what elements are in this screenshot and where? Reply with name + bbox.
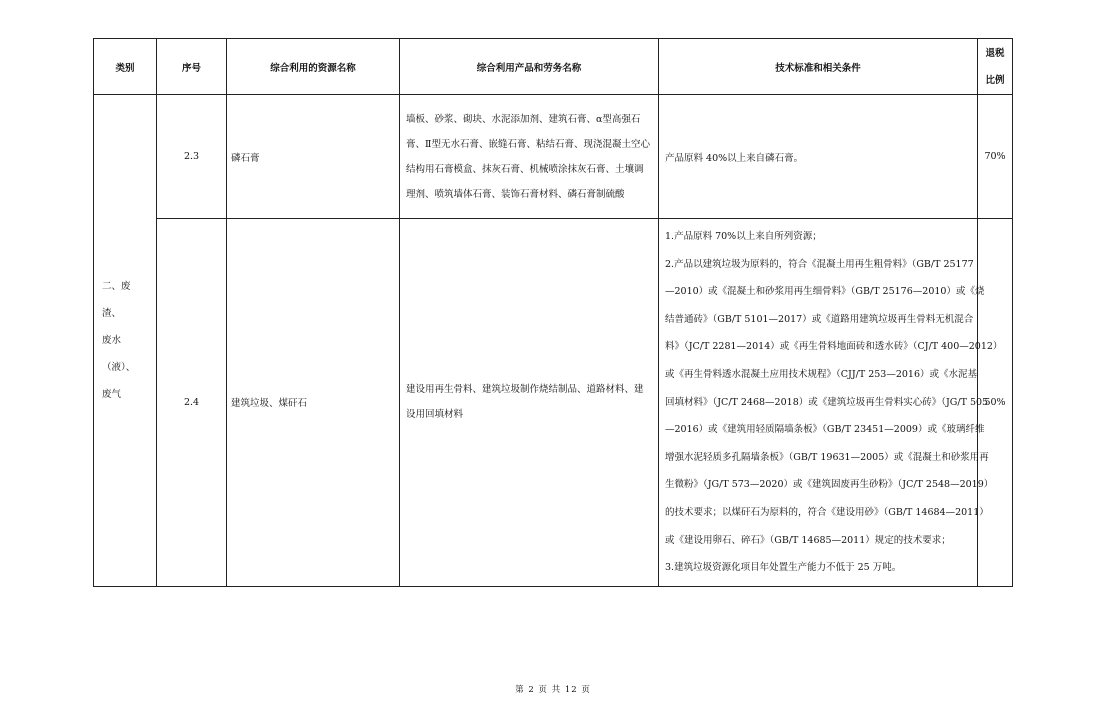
resource-cell: 磷石膏 bbox=[227, 95, 400, 219]
header-resource: 综合利用的资源名称 bbox=[227, 39, 400, 95]
seq-cell: 2.4 bbox=[157, 219, 227, 587]
seq-cell: 2.3 bbox=[157, 95, 227, 219]
standard-line: 的技术要求；以煤矸石为原料的，符合《建设用砂》（GB/T 14684—2011） bbox=[665, 506, 989, 518]
header-product: 综合利用产品和劳务名称 bbox=[400, 39, 659, 95]
standard-line: —2016）或《建筑用轻质隔墙条板》（GB/T 23451—2009）或《玻璃纤维 bbox=[665, 424, 985, 436]
standard-line: 生微粉》（JG/T 573—2020）或《建筑固废再生砂粉》（JC/T 2548—2019） bbox=[665, 479, 994, 491]
standard-line: 料》（JC/T 2281—2014）或《再生骨料地面砖和透水砖》（CJ/T 400—2012） bbox=[665, 341, 1003, 353]
header-standard: 技术标准和相关条件 bbox=[659, 39, 978, 95]
page-footer: 第 2 页 共 12 页 bbox=[515, 685, 591, 695]
product-cell: 建设用再生骨料、建筑垃圾制作烧结制品、道路材料、建设用回填材料 bbox=[400, 219, 659, 587]
resource-cell: 建筑垃圾、煤矸石 bbox=[227, 219, 400, 587]
policy-table bbox=[93, 38, 1013, 587]
table-row bbox=[94, 95, 1013, 219]
standard-line: 或《再生骨料透水混凝土应用技术规程》（CJJ/T 253—2016）或《水泥基 bbox=[665, 368, 978, 380]
table-row bbox=[94, 219, 1013, 587]
category-line2: 废水（液）、 bbox=[102, 334, 136, 373]
header-rate-line1: 退税 bbox=[985, 47, 1005, 59]
header-rate-line2: 比例 bbox=[985, 74, 1005, 86]
standard-line: —2010）或《混凝土和砂浆用再生细骨料》（GB/T 25176—2010）或《烧 bbox=[665, 286, 985, 298]
standard-line: 结普通砖》（GB/T 5101—2017）或《道路用建筑垃圾再生骨料无机混合 bbox=[665, 313, 974, 325]
standard-cell: 产品原料 40%以上来自磷石膏。 bbox=[659, 95, 978, 219]
rate-cell: 70% bbox=[978, 95, 1013, 219]
product-cell: 墙板、砂浆、砌块、水泥添加剂、建筑石膏、α型高强石膏、Ⅱ型无水石膏、嵌缝石膏、粘结石膏、现浇混凝土空心结构用石膏模盒、抹灰石膏、机械喷涂抹灰石膏、土壤调理剂、喷筑墙体石膏、装饰石膏材料、磷石膏制硫酸 bbox=[400, 95, 659, 219]
standard-line: 2.产品以建筑垃圾为原料的，符合《混凝土用再生粗骨料》（GB/T 25177 bbox=[665, 258, 974, 270]
standard-line: 3.建筑垃圾资源化项目年处置生产能力不低于 25 万吨。 bbox=[665, 562, 902, 574]
category-line3: 废气 bbox=[102, 388, 122, 400]
standard-line: 回填材料》（JC/T 2468—2018）或《建筑垃圾再生骨料实心砖》（JG/T 505 bbox=[665, 396, 989, 408]
header-rate bbox=[978, 39, 1013, 95]
header-seq: 序号 bbox=[157, 39, 227, 95]
header-category: 类别 bbox=[94, 39, 157, 95]
category-cell bbox=[94, 95, 157, 587]
standard-line: 1.产品原料 70%以上来自所列资源； bbox=[665, 231, 822, 242]
rate-cell: 50% bbox=[978, 219, 1013, 587]
standard-line: 增强水泥轻质多孔隔墙条板》（GB/T 19631—2005）或《混凝土和砂浆用再 bbox=[665, 451, 989, 463]
category-line1: 二、废渣、 bbox=[102, 280, 131, 319]
standard-cell bbox=[659, 219, 1003, 587]
header-row bbox=[94, 39, 1013, 95]
standard-line: 或《建设用卵石、碎石》（GB/T 14685—2011）规定的技术要求； bbox=[665, 534, 951, 546]
